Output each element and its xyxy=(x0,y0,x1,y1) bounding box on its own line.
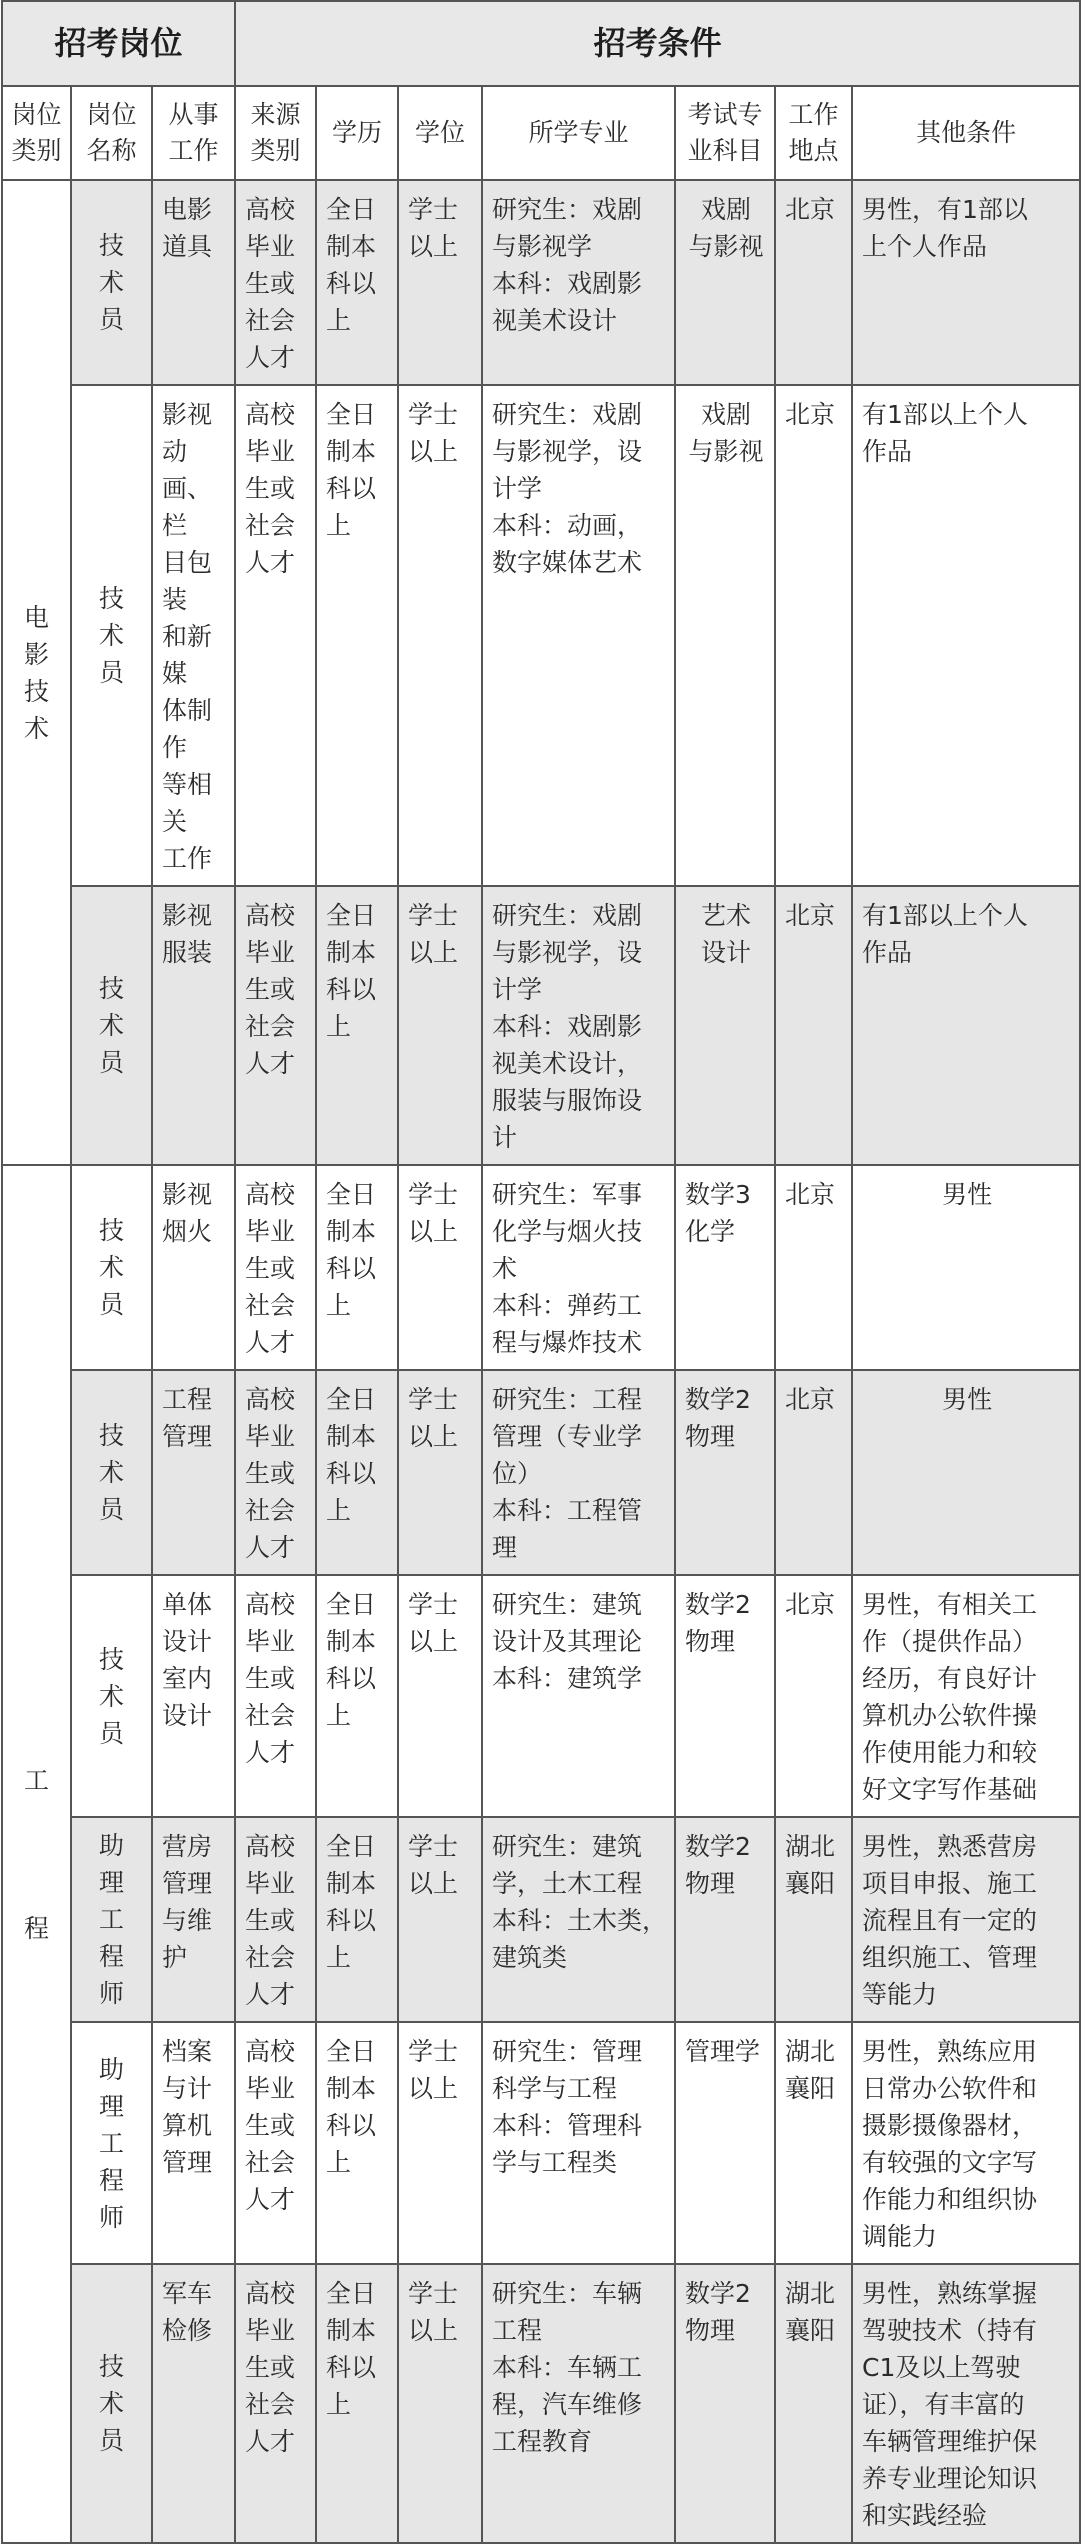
position-name-cell: 技 术 员 xyxy=(71,180,152,385)
other-conditions-cell: 男性，熟练掌握 驾驶技术（持有 C1及以上驾驶 证），有丰富的 车辆管理维护保 养专业理论知识 和实践经验 xyxy=(852,2264,1080,2543)
group-header-conditions: 招考条件 xyxy=(235,1,1080,86)
exam-subject-cell: 戏剧 与影视 xyxy=(675,180,775,385)
degree-cell: 学士 以上 xyxy=(398,1370,482,1575)
position-name-cell: 技 术 员 xyxy=(71,385,152,886)
major-cell: 研究生：戏剧 与影视学 本科：戏剧影 视美术设计 xyxy=(482,180,675,385)
location-cell: 北京 xyxy=(775,1370,852,1575)
exam-subject-cell: 艺术 设计 xyxy=(675,886,775,1165)
column-header-degree: 学位 xyxy=(398,86,482,180)
location-cell: 北京 xyxy=(775,180,852,385)
recruitment-table xyxy=(1,0,1081,2544)
major-cell: 研究生：戏剧 与影视学，设 计学 本科：动画， 数字媒体艺术 xyxy=(482,385,675,886)
education-cell: 全日 制本 科以 上 xyxy=(316,1370,398,1575)
other-conditions-cell: 男性 xyxy=(852,1370,1080,1575)
table-row xyxy=(2,1817,1080,2022)
degree-cell: 学士 以上 xyxy=(398,1817,482,2022)
other-conditions-cell: 有1部以上个人 作品 xyxy=(852,385,1080,886)
work-cell: 档案 与计 算机 管理 xyxy=(152,2022,235,2264)
education-cell: 全日 制本 科以 上 xyxy=(316,886,398,1165)
column-header-category: 岗位 类别 xyxy=(2,86,71,180)
other-conditions-cell: 男性，熟悉营房 项目申报、施工 流程且有一定的 组织施工、管理 等能力 xyxy=(852,1817,1080,2022)
column-header-position-name: 岗位 名称 xyxy=(71,86,152,180)
column-header-major: 所学专业 xyxy=(482,86,675,180)
education-cell: 全日 制本 科以 上 xyxy=(316,1817,398,2022)
source-cell: 高校 毕业 生或 社会 人才 xyxy=(235,385,316,886)
exam-subject-cell: 数学2 物理 xyxy=(675,1370,775,1575)
column-header-other: 其他条件 xyxy=(852,86,1080,180)
source-cell: 高校 毕业 生或 社会 人才 xyxy=(235,2022,316,2264)
location-cell: 湖北 襄阳 xyxy=(775,1817,852,2022)
position-name-cell: 技 术 员 xyxy=(71,1370,152,1575)
position-name-cell: 技 术 员 xyxy=(71,1575,152,1817)
major-cell: 研究生：军事 化学与烟火技 术 本科：弹药工 程与爆炸技术 xyxy=(482,1165,675,1370)
column-header-exam-subject: 考试专 业科目 xyxy=(675,86,775,180)
position-name-cell: 技 术 员 xyxy=(71,1165,152,1370)
table-row xyxy=(2,385,1080,886)
education-cell: 全日 制本 科以 上 xyxy=(316,2022,398,2264)
exam-subject-cell: 数学2 物理 xyxy=(675,2264,775,2543)
other-conditions-cell: 有1部以上个人 作品 xyxy=(852,886,1080,1165)
table-row xyxy=(2,886,1080,1165)
degree-cell: 学士 以上 xyxy=(398,2022,482,2264)
major-cell: 研究生：工程 管理（专业学 位） 本科：工程管 理 xyxy=(482,1370,675,1575)
exam-subject-cell: 数学2 物理 xyxy=(675,1817,775,2022)
degree-cell: 学士 以上 xyxy=(398,1165,482,1370)
work-cell: 影视 烟火 xyxy=(152,1165,235,1370)
other-conditions-cell: 男性，有相关工 作（提供作品） 经历，有良好计 算机办公软件操 作使用能力和较 好文字写作基础 xyxy=(852,1575,1080,1817)
education-cell: 全日 制本 科以 上 xyxy=(316,2264,398,2543)
work-cell: 军车 检修 xyxy=(152,2264,235,2543)
source-cell: 高校 毕业 生或 社会 人才 xyxy=(235,1817,316,2022)
table-row xyxy=(2,180,1080,385)
location-cell: 湖北 襄阳 xyxy=(775,2022,852,2264)
work-cell: 影视动 画、栏 目包装 和新媒 体制作 等相关 工作 xyxy=(152,385,235,886)
major-cell: 研究生：管理 科学与工程 本科：管理科 学与工程类 xyxy=(482,2022,675,2264)
source-cell: 高校 毕业 生或 社会 人才 xyxy=(235,1165,316,1370)
degree-cell: 学士 以上 xyxy=(398,886,482,1165)
location-cell: 北京 xyxy=(775,1575,852,1817)
position-name-cell: 技 术 员 xyxy=(71,2264,152,2543)
work-cell: 营房 管理 与维 护 xyxy=(152,1817,235,2022)
degree-cell: 学士 以上 xyxy=(398,180,482,385)
location-cell: 北京 xyxy=(775,886,852,1165)
source-cell: 高校 毕业 生或 社会 人才 xyxy=(235,2264,316,2543)
column-header-row xyxy=(2,86,1080,180)
position-name-cell: 技 术 员 xyxy=(71,886,152,1165)
source-cell: 高校 毕业 生或 社会 人才 xyxy=(235,886,316,1165)
category-label: 电 影 技 术 xyxy=(23,602,49,743)
degree-cell: 学士 以上 xyxy=(398,2264,482,2543)
position-name-cell: 助 理 工 程 师 xyxy=(71,1817,152,2022)
category-cell-film-tech xyxy=(2,180,71,1165)
table-row xyxy=(2,1575,1080,1817)
exam-subject-cell: 戏剧 与影视 xyxy=(675,385,775,886)
other-conditions-cell: 男性，熟练应用 日常办公软件和 摄影摄像器材， 有较强的文字写 作能力和组织协 调能力 xyxy=(852,2022,1080,2264)
position-name-cell: 助 理 工 程 师 xyxy=(71,2022,152,2264)
location-cell: 北京 xyxy=(775,385,852,886)
major-cell: 研究生：戏剧 与影视学，设 计学 本科：戏剧影 视美术设计， 服装与服饰设 计 xyxy=(482,886,675,1165)
education-cell: 全日 制本 科以 上 xyxy=(316,1575,398,1817)
column-header-location: 工作 地点 xyxy=(775,86,852,180)
column-header-source: 来源 类别 xyxy=(235,86,316,180)
table-row xyxy=(2,2264,1080,2543)
major-cell: 研究生：建筑 学，土木工程 本科：土木类， 建筑类 xyxy=(482,1817,675,2022)
category-label: 工 程 xyxy=(23,1765,49,1943)
work-cell: 影视 服装 xyxy=(152,886,235,1165)
exam-subject-cell: 数学3 化学 xyxy=(675,1165,775,1370)
education-cell: 全日 制本 科以 上 xyxy=(316,385,398,886)
source-cell: 高校 毕业 生或 社会 人才 xyxy=(235,1575,316,1817)
degree-cell: 学士 以上 xyxy=(398,385,482,886)
location-cell: 北京 xyxy=(775,1165,852,1370)
work-cell: 工程 管理 xyxy=(152,1370,235,1575)
work-cell: 单体 设计 室内 设计 xyxy=(152,1575,235,1817)
major-cell: 研究生：车辆 工程 本科：车辆工 程，汽车维修 工程教育 xyxy=(482,2264,675,2543)
column-header-education: 学历 xyxy=(316,86,398,180)
education-cell: 全日 制本 科以 上 xyxy=(316,180,398,385)
table-row xyxy=(2,2022,1080,2264)
education-cell: 全日 制本 科以 上 xyxy=(316,1165,398,1370)
degree-cell: 学士 以上 xyxy=(398,1575,482,1817)
work-cell: 电影 道具 xyxy=(152,180,235,385)
source-cell: 高校 毕业 生或 社会 人才 xyxy=(235,180,316,385)
location-cell: 湖北 襄阳 xyxy=(775,2264,852,2543)
other-conditions-cell: 男性，有1部以 上个人作品 xyxy=(852,180,1080,385)
group-header-positions: 招考岗位 xyxy=(2,1,235,86)
table-row xyxy=(2,1370,1080,1575)
table-row xyxy=(2,1165,1080,1370)
category-cell-engineering xyxy=(2,1165,71,2543)
group-header-row xyxy=(2,1,1080,86)
exam-subject-cell: 管理学 xyxy=(675,2022,775,2264)
column-header-work: 从事 工作 xyxy=(152,86,235,180)
exam-subject-cell: 数学2 物理 xyxy=(675,1575,775,1817)
major-cell: 研究生：建筑 设计及其理论 本科：建筑学 xyxy=(482,1575,675,1817)
source-cell: 高校 毕业 生或 社会 人才 xyxy=(235,1370,316,1575)
other-conditions-cell: 男性 xyxy=(852,1165,1080,1370)
